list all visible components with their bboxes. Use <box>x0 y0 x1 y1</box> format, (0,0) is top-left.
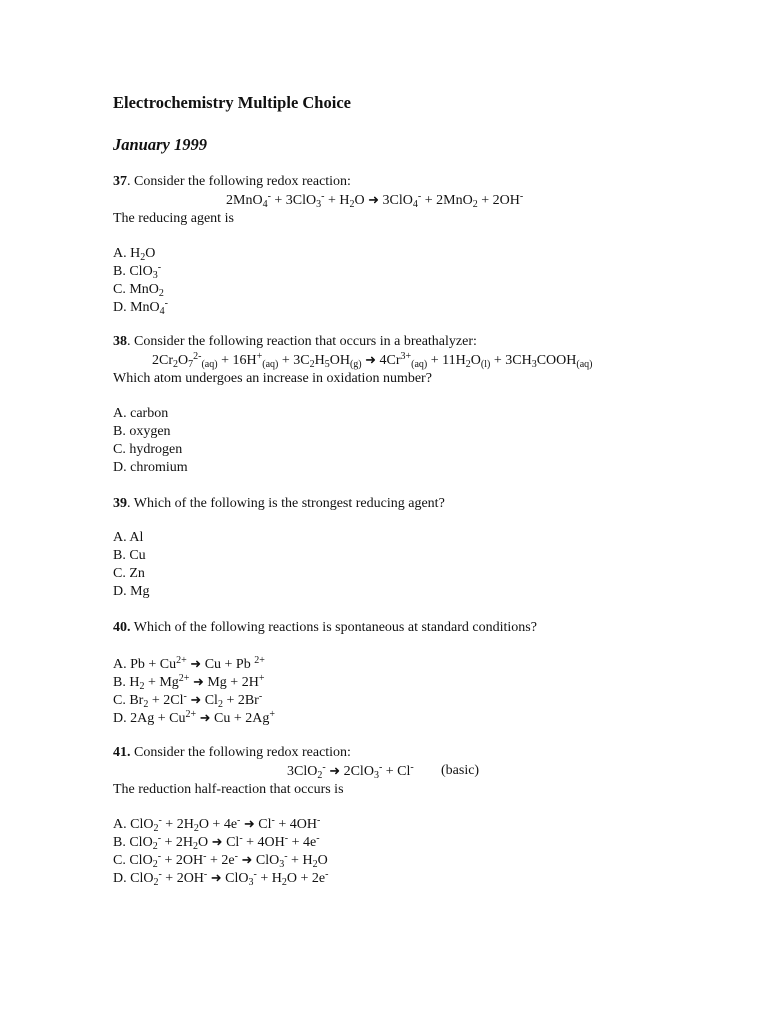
question-41-condition: (basic) <box>441 763 480 778</box>
option-40-d[interactable]: D. $2Ag + Cu^{2+}$ ➜ Cu + 2Ag+ <box>113 709 275 726</box>
option-38-c[interactable]: C. hydrogen <box>113 442 183 457</box>
page-title: Electrochemistry Multiple Choice <box>113 93 351 112</box>
question-37-prompt: 37. Consider the following redox reaction: <box>113 174 351 189</box>
question-39-prompt: 39. Which of the following is the strongest reducing agent? <box>113 496 445 511</box>
option-37-a[interactable]: A. $H_2O$ <box>113 246 156 263</box>
option-38-a[interactable]: A. carbon <box>113 406 169 421</box>
question-number: 37 <box>113 174 127 189</box>
question-number: 41. <box>113 745 131 760</box>
option-41-d[interactable]: D. ClO$_2$- + 2OH- ➜ $ClO_3^- + H_2O + 2e^-$ <box>113 869 329 888</box>
question-text: Which of the following reactions is spontaneous at standard conditions? <box>133 620 537 635</box>
question-number: 38 <box>113 334 127 349</box>
question-text: Which of the following is the strongest reducing agent? <box>133 496 445 511</box>
question-text: Consider the following redox reaction: <box>134 745 351 760</box>
option-38-d[interactable]: D. chromium <box>113 460 188 475</box>
option-39-a[interactable]: A. Al <box>113 530 144 545</box>
option-38-b[interactable]: B. oxygen <box>113 424 171 439</box>
option-40-a[interactable]: A. $Pb + Cu^{2+}$ ➜ Cu + Pb $^{2+}$ <box>113 655 265 672</box>
question-37-equation: $2MnO_4^- + 3ClO_3^- + H_2O$ ➜ 3ClO$_4$- + 2MnO$_2$ + 2OH- <box>226 191 524 210</box>
option-39-b[interactable]: B. Cu <box>113 548 146 563</box>
option-37-c[interactable]: C. MnO$_2$ <box>113 282 164 299</box>
question-41-followup: The reduction half-reaction that occurs is <box>113 782 344 797</box>
question-text: Consider the following redox reaction: <box>134 174 351 189</box>
option-40-b[interactable]: B. $H_2 + Mg^{2+}$ ➜ Mg + 2H+ <box>113 673 265 692</box>
question-41-equation: 3ClO$_2$- ➜ 2ClO$_3$- + Cl- <box>287 762 414 781</box>
option-37-d[interactable]: D. MnO$_4$- <box>113 298 169 317</box>
question-38-equation: $2Cr_2O_7^{2-}_{(aq)} + 16H^+_{(aq)} + 3C_2H_5OH_{(g)}$ ➜ $4Cr^{3+}_{(aq)} + 11H_2O_{(l)}$ + $3CH_3COOH_{(aq)}$ <box>152 351 593 370</box>
page-date: January 1999 <box>113 135 207 154</box>
question-41-prompt <box>113 745 351 761</box>
option-41-b[interactable]: B. $ClO_2^- + 2H_2O$ ➜ Cl- + 4OH- + 4e- <box>113 833 320 852</box>
question-38-followup: Which atom undergoes an increase in oxidation number? <box>113 371 432 386</box>
option-40-c[interactable]: C. $Br_2 + 2Cl^-$ ➜ $Cl_2 + 2Br^-$ <box>113 691 263 710</box>
question-number: 40. <box>113 620 131 635</box>
option-41-c[interactable]: C. ClO$_2$- + 2OH- + 2e- ➜ $ClO_3^- + H_2O$ <box>113 851 328 870</box>
option-39-d[interactable]: D. Mg <box>113 584 150 599</box>
question-37-followup: The reducing agent is <box>113 211 234 226</box>
option-37-b[interactable]: B. ClO$_3$- <box>113 262 162 281</box>
option-41-a[interactable]: A. $ClO_2^- + 2H_2O + 4e^-$ ➜ Cl- + 4OH- <box>113 815 321 834</box>
question-40-prompt <box>113 620 537 636</box>
question-number: 39 <box>113 496 127 511</box>
question-text: Consider the following reaction that occurs in a breathalyzer: <box>134 334 477 349</box>
question-38-prompt: 38. Consider the following reaction that occurs in a breathalyzer: <box>113 334 477 349</box>
option-39-c[interactable]: C. Zn <box>113 566 145 581</box>
